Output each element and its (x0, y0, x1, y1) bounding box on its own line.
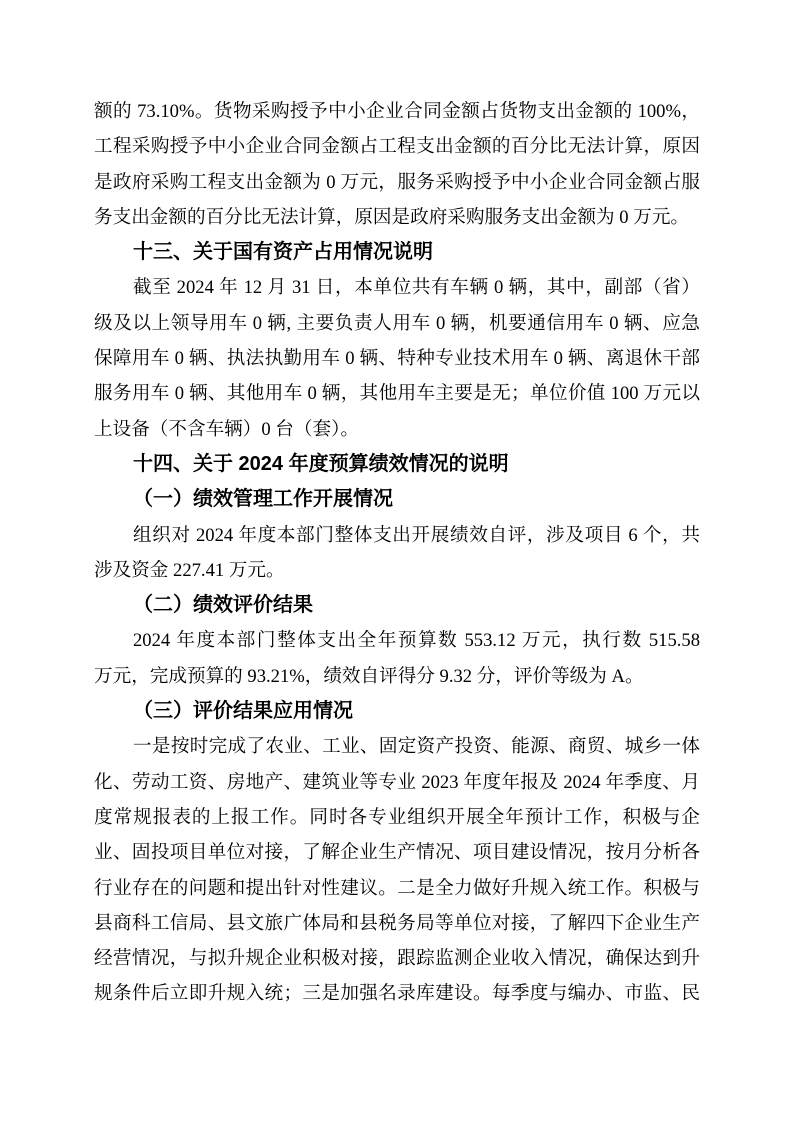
paragraph-state-assets-usage (94, 270, 700, 446)
paragraph-government-procurement-continued (94, 94, 700, 235)
paragraph-evaluation-results (94, 623, 700, 694)
text-line: 经营情况，与拟升规企业积极对接，跟踪监测企业收入情况，确保达到升 (94, 948, 700, 970)
section-heading-state-assets: 十三、关于国有资产占用情况说明 (133, 241, 433, 264)
text-line: 截至 2024 年 12 月 31 日，本单位共有车辆 0 辆，其中，副部（省） (133, 277, 700, 299)
text-line: 行业存在的问题和提出针对性建议。二是全力做好升规入统工作。积极与 (94, 877, 700, 899)
text-line: 业、固投项目单位对接，了解企业生产情况、项目建设情况，按月分析各 (94, 842, 700, 864)
text-line: 县商科工信局、县文旅广体局和县税务局等单位对接，了解四下企业生产 (94, 912, 700, 934)
section-heading-budget-performance: 十四、关于 2024 年度预算绩效情况的说明 (133, 452, 509, 475)
text-line: 工程采购授予中小企业合同金额占工程支出金额的百分比无法计算，原因 (94, 136, 700, 158)
text-line: 化、劳动工资、房地产、建筑业等专业 2023 年度年报及 2024 年季度、月 (94, 771, 700, 793)
text-line: 万元，完成预算的 93.21%，绩效自评得分 9.32 分，评价等级为 A。 (94, 665, 644, 687)
subsection-heading-performance-management: （一）绩效管理工作开展情况 (133, 488, 393, 511)
text-line: 务支出金额的百分比无法计算，原因是政府采购服务支出金额为 0 万元。 (94, 206, 690, 228)
paragraph-performance-self-evaluation (94, 518, 700, 589)
text-line: 组织对 2024 年度本部门整体支出开展绩效自评，涉及项目 6 个，共 (133, 524, 700, 546)
text-line: 额的 73.10%。货物采购授予中小企业合同金额占货物支出金额的 100%， (94, 101, 700, 122)
text-line: 涉及资金 227.41 万元。 (94, 559, 285, 581)
paragraph-results-application (94, 729, 700, 1011)
subsection-heading-evaluation-results: （二）绩效评价结果 (133, 594, 313, 617)
text-line: 上设备（不含车辆）0 台（套）。 (94, 418, 359, 440)
text-line: 级及以上领导用车 0 辆, 主要负责人用车 0 辆，机要通信用车 0 辆、应急 (94, 312, 700, 334)
text-line: 保障用车 0 辆、执法执勤用车 0 辆、特种专业技术用车 0 辆、离退休干部 (94, 348, 700, 370)
text-line: 服务用车 0 辆、其他用车 0 辆，其他用车主要是无；单位价值 100 万元以 (94, 383, 700, 405)
text-line: 一是按时完成了农业、工业、固定资产投资、能源、商贸、城乡一体 (133, 736, 700, 758)
document-body (94, 94, 700, 1012)
text-line: 2024 年度本部门整体支出全年预算数 553.12 万元，执行数 515.58 (133, 630, 700, 652)
text-line: 是政府采购工程支出金额为 0 万元，服务采购授予中小企业合同金额占服 (94, 171, 700, 193)
text-line: 规条件后立即升规入统；三是加强名录库建设。每季度与编办、市监、民 (94, 983, 700, 1005)
subsection-heading-results-application: （三）评价结果应用情况 (133, 700, 353, 723)
text-line: 度常规报表的上报工作。同时各专业组织开展全年预计工作，积极与企 (94, 806, 700, 828)
